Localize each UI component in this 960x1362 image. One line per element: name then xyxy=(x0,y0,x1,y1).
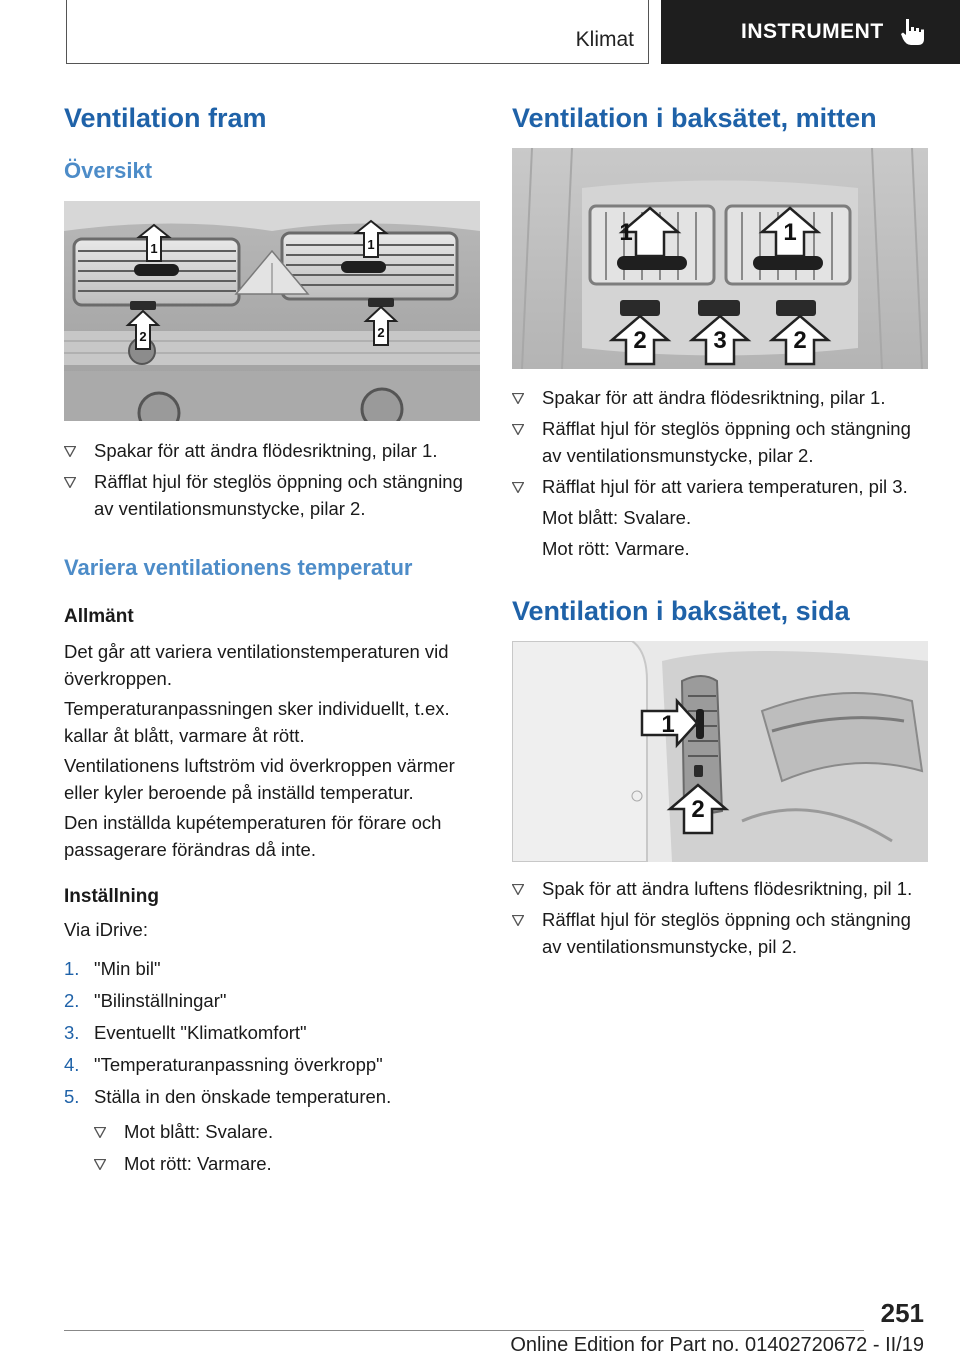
triangle-bullet-icon xyxy=(64,477,76,488)
pointing-hand-icon xyxy=(900,17,926,47)
subsection-title-temperature: Variera ventilationens temperatur xyxy=(64,555,413,580)
triangle-bullet-icon xyxy=(512,424,524,435)
figure-label: 1 xyxy=(783,219,797,246)
rear-side-vent-figure xyxy=(512,641,928,862)
subsection-title-overview: Översikt xyxy=(64,158,153,183)
section-title-rear-center: Ventilation i baksätet, mitten xyxy=(512,103,877,133)
setting-heading: Inställning xyxy=(64,886,159,907)
header-frame xyxy=(66,0,649,64)
figure-label: 2 xyxy=(691,796,705,823)
triangle-bullet-icon xyxy=(512,915,524,926)
rear-center-vents-figure xyxy=(512,148,928,369)
note-line: Mot blått: Svalare. xyxy=(542,507,692,528)
figure-label: 2 xyxy=(793,327,807,354)
figure-label: 2 xyxy=(377,325,385,340)
triangle-bullet-icon xyxy=(94,1159,106,1170)
header-tab[interactable] xyxy=(661,0,960,64)
via-idrive: Via iDrive: xyxy=(64,919,148,940)
triangle-bullet-icon xyxy=(512,393,524,404)
figure-label: 2 xyxy=(633,327,647,354)
section-title-front-ventilation: Ventilation fram xyxy=(64,103,267,133)
header-tab-label: INSTRUMENT xyxy=(741,20,884,43)
footer-divider xyxy=(64,1330,864,1331)
figure-label: 3 xyxy=(713,327,727,354)
figure-label: 1 xyxy=(150,241,158,256)
triangle-bullet-icon xyxy=(512,482,524,493)
paragraph: Temperaturanpassningen sker individuellt, t.ex. kallar åt blått, varmare åt rött. xyxy=(64,698,450,746)
note-line: Mot rött: Varmare. xyxy=(542,538,690,559)
figure-label: 1 xyxy=(661,711,675,738)
page-number: 251 xyxy=(880,1298,924,1328)
footer-edition: Online Edition for Part no. 01402720672 - II/19 xyxy=(510,1334,924,1356)
rear-side-vent-illustration xyxy=(512,641,928,862)
figure-label: 1 xyxy=(619,219,633,246)
general-heading: Allmänt xyxy=(64,606,134,627)
paragraph: Ventilationens luftström vid överkroppen värmer eller kyler beroende på inställd temperatur. xyxy=(64,755,455,803)
triangle-bullet-icon xyxy=(512,884,524,895)
front-vents-illustration xyxy=(64,201,480,421)
paragraph: Den inställda kupétemperaturen för förare och passagerare förändras då inte. xyxy=(64,812,442,860)
figure-label: 1 xyxy=(367,237,375,252)
front-vents-figure xyxy=(64,201,480,421)
rear-center-vents-illustration xyxy=(512,148,928,369)
paragraph: Det går att variera ventilationstemperaturen vid överkroppen. xyxy=(64,641,449,689)
triangle-bullet-icon xyxy=(64,446,76,457)
triangle-bullet-icon xyxy=(94,1127,106,1138)
header-section-title: Klimat xyxy=(575,28,634,51)
figure-label: 2 xyxy=(139,329,147,344)
section-title-rear-side: Ventilation i baksätet, sida xyxy=(512,596,850,626)
